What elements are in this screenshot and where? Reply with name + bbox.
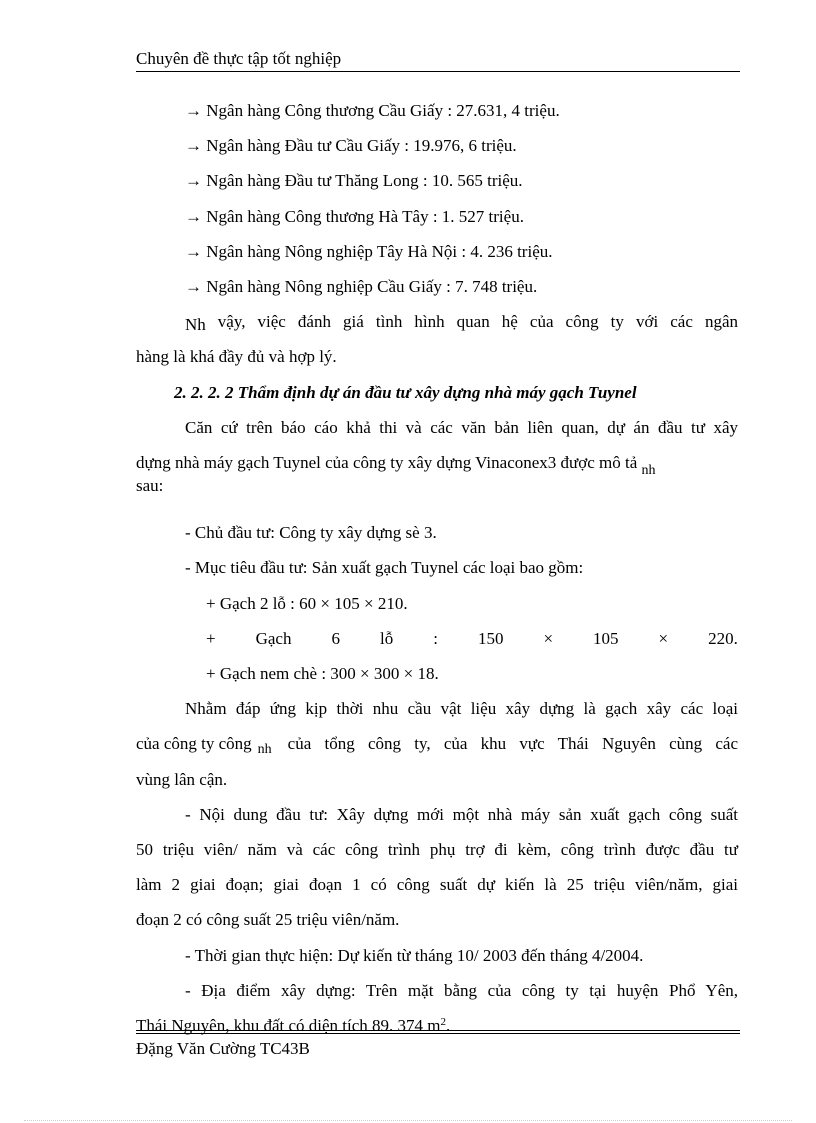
footer-divider [136, 1030, 740, 1034]
paragraph-line: vùng lân cận. [136, 769, 228, 789]
text-fragment: . [446, 1015, 451, 1035]
paragraph-line: đoạn 2 có công suất 25 triệu viên/năm. [136, 910, 400, 930]
paragraph-line [136, 304, 738, 339]
page-edge-divider [24, 1120, 792, 1121]
text-fragment: của tổng công ty, của khu vực Thái Nguyên cùng các [287, 734, 738, 754]
text-fragment: 105 [593, 628, 619, 648]
text-fragment: nh [641, 462, 656, 478]
text-fragment: 150 [477, 628, 504, 648]
text-fragment: của công ty công [136, 734, 252, 754]
text-fragment: nh [257, 742, 272, 758]
bank-line: → Ngân hàng Đầu tư Thăng Long : 10. 565 triệu. [185, 171, 523, 191]
text-fragment: 220. [708, 628, 738, 648]
text-fragment: Nh [185, 315, 206, 335]
bank-line: → Ngân hàng Nông nghiệp Cầu Giấy : 7. 748 triệu. [185, 276, 538, 296]
text-fragment: 6 [331, 628, 340, 648]
section-heading: 2. 2. 2. 2 Thẩm định dự án đầu tư xây dựng nhà máy gạch Tuynel [174, 382, 637, 402]
footer-author: Đặng Văn Cường TC43B [136, 1039, 310, 1058]
page-footer [136, 1038, 310, 1060]
bank-line: → Ngân hàng Nông nghiệp Tây Hà Nội : 4. 236 triệu. [185, 241, 553, 261]
text-fragment: × [658, 628, 669, 648]
text-fragment: Thái Nguyên, khu đất có diện tích 89. 374 m [136, 1015, 441, 1035]
paragraph-line: sau: [136, 476, 164, 496]
bank-line: → Ngân hàng Công thương Hà Tây : 1. 527 triệu. [185, 206, 524, 226]
text-fragment: lỗ [379, 628, 394, 648]
product-line: + Gạch 2 lỗ : 60 × 105 × 210. [206, 593, 408, 613]
objective-line: - Mục tiêu đầu tư: Sản xuất gạch Tuynel các loại bao gồm: [185, 558, 584, 578]
product-line: + Gạch nem chè : 300 × 300 × 18. [206, 664, 439, 683]
header-title: Chuyên đề thực tập tốt nghiệp [136, 49, 342, 68]
page-header [136, 48, 740, 72]
product-line [136, 621, 738, 656]
paragraph-line: 50 triệu viên/ năm và các công trình phụ trợ đi kèm, công trình được đầu tư [136, 839, 738, 859]
paragraph-line: hàng là khá đầy đủ và hợp lý. [136, 347, 337, 367]
paragraph-line: làm 2 giai đoạn; giai đoạn 1 có công suất dự kiến là 25 triệu viên/năm, giai [136, 875, 738, 895]
timeline-line: - Thời gian thực hiện: Dự kiến từ tháng 10/ 2003 đến tháng 4/2004. [185, 945, 644, 965]
paragraph-line: Nhằm đáp ứng kịp thời nhu cầu vật liệu xây dựng là gạch xây các loại [185, 699, 738, 719]
superscript: 2 [440, 1015, 447, 1028]
text-fragment: Gạch [255, 628, 292, 648]
text-fragment: × [543, 628, 554, 648]
bank-line: → Ngân hàng Công thương Cầu Giấy : 27.631, 4 triệu. [185, 101, 560, 120]
paragraph-line: - Nội dung đầu tư: Xây dựng mới một nhà máy sản xuất gạch công suất [185, 804, 738, 824]
investor-line: - Chủ đầu tư: Công ty xây dựng sè 3. [185, 523, 437, 543]
bank-line: → Ngân hàng Đầu tư Cầu Giấy : 19.976, 6 triệu. [185, 136, 517, 156]
document-body [136, 93, 738, 1043]
text-fragment: + [206, 628, 216, 648]
paragraph-line [136, 445, 738, 480]
text-fragment: vậy, việc đánh giá tình hình quan hệ của công ty với các ngân [217, 312, 738, 332]
text-fragment: : [433, 628, 438, 648]
location-line: - Địa điểm xây dựng: Trên mặt bằng của công ty tại huyện Phổ Yên, [185, 980, 738, 1000]
paragraph-line [136, 726, 738, 761]
paragraph-line: Căn cứ trên báo cáo khả thi và các văn bản liên quan, dự án đầu tư xây [185, 417, 738, 437]
text-fragment: dựng nhà máy gạch Tuynel của công ty xây dựng Vinaconex3 được mô tả [136, 452, 638, 472]
